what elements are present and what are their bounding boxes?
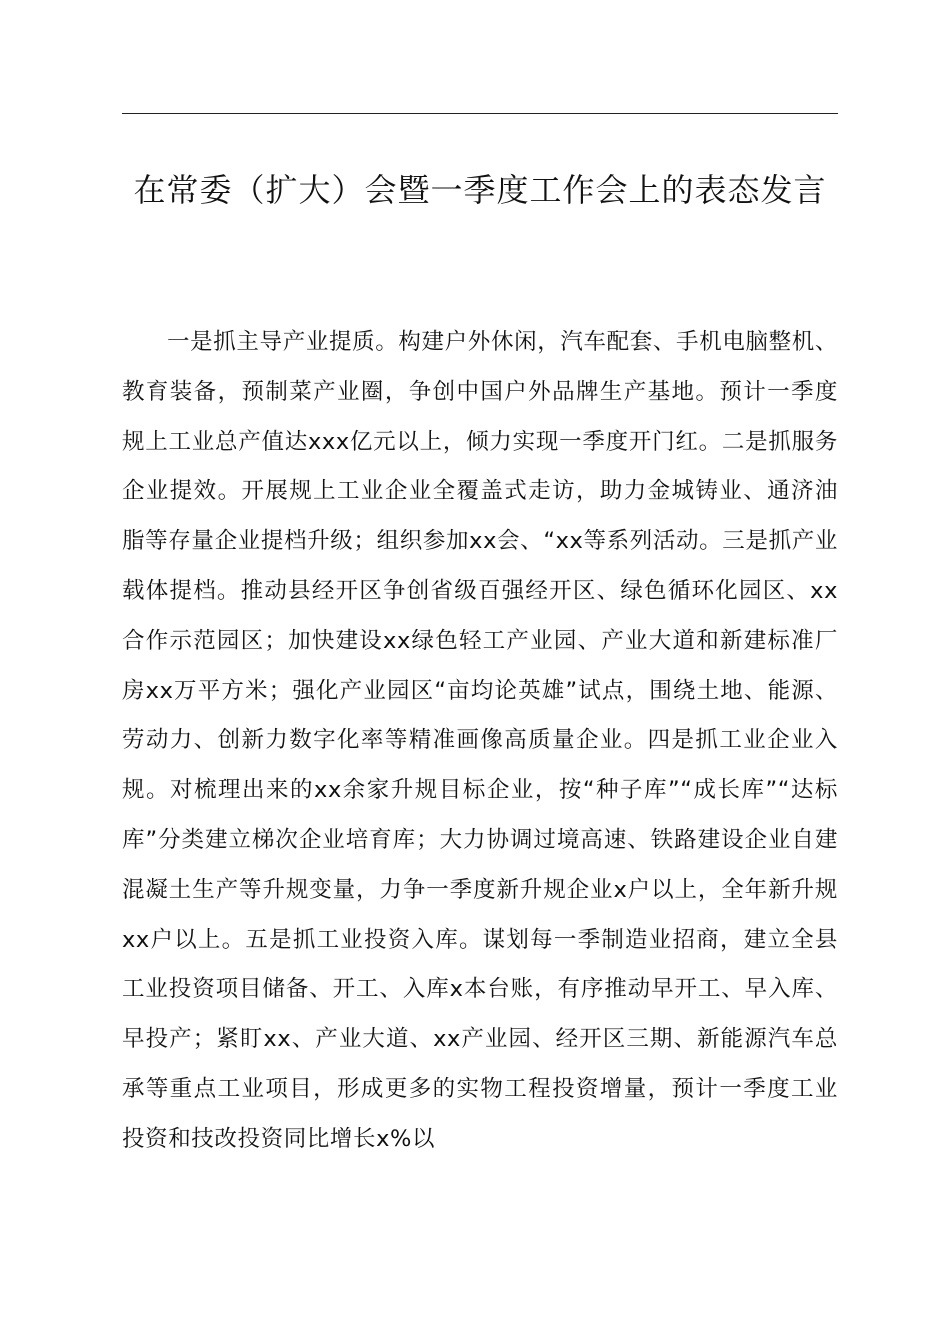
document-title: 在常委（扩大）会暨一季度工作会上的表态发言: [133, 171, 827, 209]
document-body-paragraph: 一是抓主导产业提质。构建户外休闲，汽车配套、手机电脑整机、教育装备，预制菜产业圈，争创中国户外品牌生产基地。预计一季度规上工业总产值达xxx亿元以上，倾力实现一季度开门红。二是抓服务企业提效。开展规上工业企业全覆盖式走访，助力金城铸业、通济油脂等存量企业提档升级；组织参加xx会、“xx等系列活动。三是抓产业载体提档。推动县经开区争创省级百强经开区、绿色循环化园区、xx合作示范园区；加快建设xx绿色轻工产业园、产业大道和新建标准厂房xx万平方米；强化产业园区“亩均论英雄”试点，围绕土地、能源、劳动力、创新力数字化率等精准画像高质量企业。四是抓工业企业入规。对梳理出来的xx余家升规目标企业，按“种子库”“成长库”“达标库”分类建立梯次企业培育库；大力协调过境高速、铁路建设企业自建混凝土生产等升规变量，力争一季度新升规企业x户以上，全年新升规xx户以上。五是抓工业投资入库。谋划每一季制造业招商，建立全县工业投资项目储备、开工、入库x本台账，有序推动早开工、早入库、早投产；紧盯xx、产业大道、xx产业园、经开区三期、新能源汽车总承等重点工业项目，形成更多的实物工程投资增量，预计一季度工业投资和技改投资同比增长x%以: [122, 329, 838, 1152]
header-rule: [122, 113, 838, 114]
